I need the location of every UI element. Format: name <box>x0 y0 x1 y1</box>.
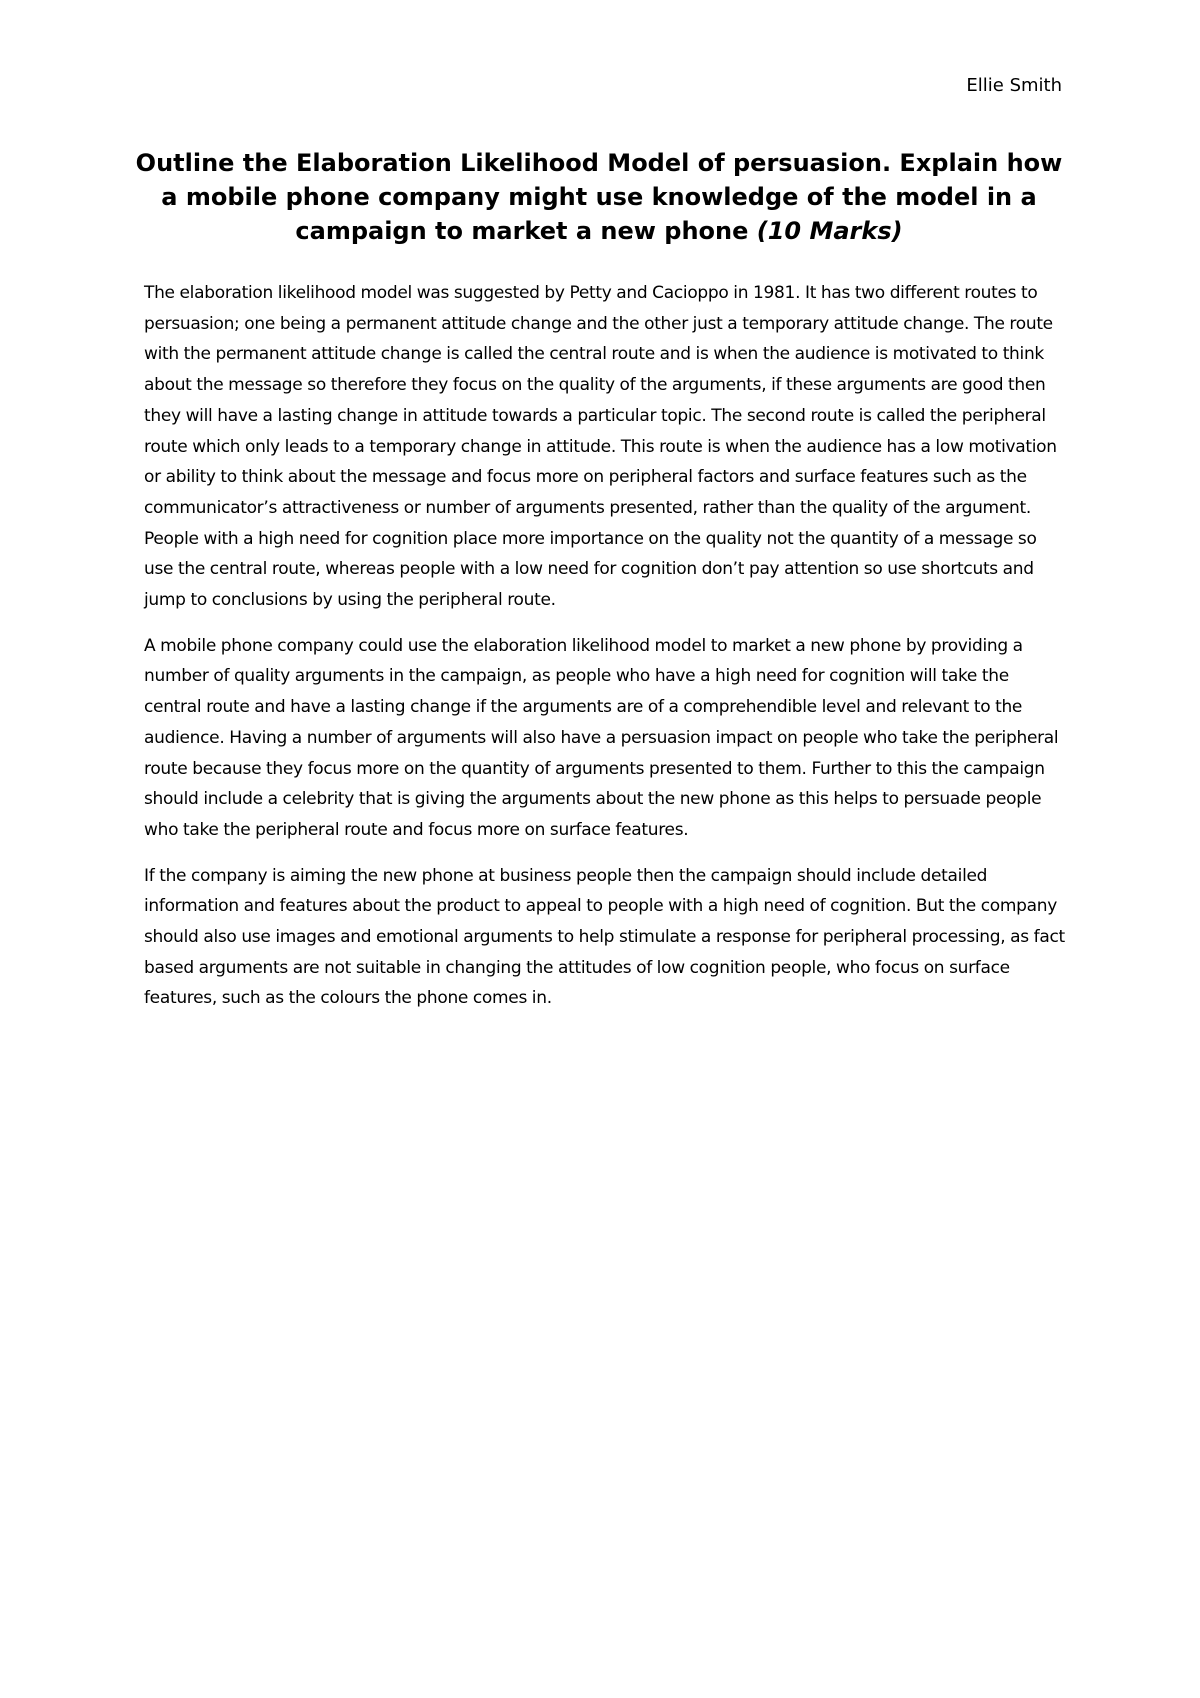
essay-body <box>144 278 1068 1029</box>
author-name: Ellie Smith <box>966 75 1062 96</box>
page-title <box>133 146 1065 248</box>
paragraph-3: If the company is aiming the new phone at business people then the campaign should include detailed information and features about the product to appeal to people with a high need of cognition. But the company should also use images and emotional arguments to help stimulate a response for peripheral processing, as fact based arguments are not suitable in changing the attitudes of low cognition people, who focus on surface features, such as the colours the phone comes in. <box>144 865 1065 1009</box>
title-text: Outline the Elaboration Likelihood Model of persuasion. Explain how a mobile phone company might use knowledge of the model in a campaign to market a new phone <box>135 149 1063 245</box>
paragraph-1: The elaboration likelihood model was suggested by Petty and Cacioppo in 1981. It has two different routes to persuasion; one being a permanent attitude change and the other just a temporary attitude change. The route with the permanent attitude change is called the central route and is when the audience is motivated to think about the message so therefore they focus on the quality of the arguments, if these arguments are good then they will have a lasting change in attitude towards a particular topic. The second route is called the peripheral route which only leads to a temporary change in attitude. This route is when the audience has a low motivation or ability to think about the message and focus more on peripheral factors and surface features such as the communicator’s attractiveness or number of arguments presented, rather than the quality of the argument. People with a high need for cognition place more importance on the quality not the quantity of a message so use the central route, whereas people with a low need for cognition don’t pay attention so use shortcuts and jump to conclusions by using the peripheral route. <box>144 283 1057 611</box>
title-marks: (10 Marks) <box>756 217 903 245</box>
paragraph-2: A mobile phone company could use the elaboration likelihood model to market a new phone by providing a number of quality arguments in the campaign, as people who have a high need for cognition will take the central route and have a lasting change if the arguments are of a comprehendible level and relevant to the audience. Having a number of arguments will also have a persuasion impact on people who take the peripheral route because they focus more on the quantity of arguments presented to them. Further to this the campaign should include a celebrity that is giving the arguments about the new phone as this helps to persuade people who take the peripheral route and focus more on surface features. <box>144 635 1059 840</box>
